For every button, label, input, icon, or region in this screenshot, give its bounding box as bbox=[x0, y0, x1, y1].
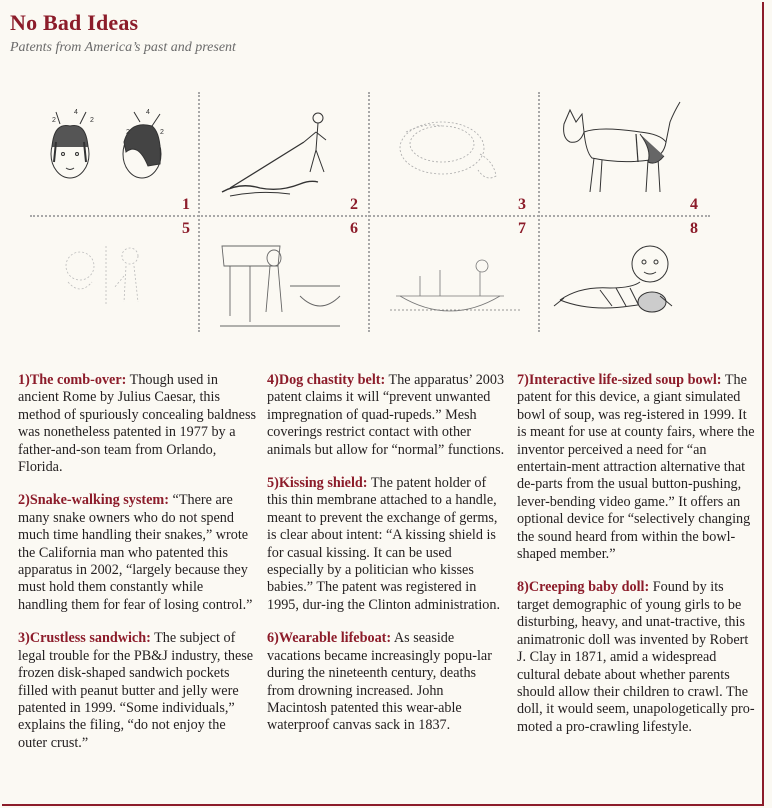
entry-heading: Wearable lifeboat: bbox=[278, 630, 392, 647]
entry-body: “There are many snake owners who do not spend much time handling their snakes,” wrote the California man who patented this apparatus in 2002, “largely because they must hold them constantly while handling them for fear of losing control.” bbox=[18, 492, 253, 613]
dog-chastity-belt-illustration bbox=[540, 92, 710, 210]
entry-number: 7) bbox=[517, 372, 529, 388]
patent-entry-comb-over bbox=[18, 372, 256, 476]
creeping-baby-doll-illustration bbox=[540, 226, 710, 338]
entry-number: 1) bbox=[18, 372, 30, 388]
entry-body: As seaside vacations became increasingly popu-lar during the nineteenth century, deaths from drowning increased. John Macintosh patented this wear-able waterproof canvas sack in 1837. bbox=[267, 630, 492, 734]
kissing-shield-illustration bbox=[30, 226, 198, 338]
patent-entry-kissing-shield bbox=[267, 475, 505, 614]
figure-wearable-lifeboat bbox=[200, 220, 368, 338]
entry-number: 4) bbox=[267, 372, 279, 388]
figure-number: 2 bbox=[350, 196, 358, 213]
text-column-left bbox=[18, 372, 256, 768]
entry-number: 5) bbox=[267, 475, 279, 492]
soup-bowl-illustration bbox=[370, 226, 538, 338]
figure-number: 7 bbox=[518, 220, 526, 237]
patent-illustration-grid bbox=[30, 92, 710, 332]
entry-body: The apparatus’ 2003 patent claims it will “prevent unwanted impregnation of quad-rupeds.” Mesh coverings restrict contact with other animals but allow for “normal” functions. bbox=[267, 372, 505, 458]
entry-body: The patent for this device, a giant simulated bowl of soup, was reg-istered in 1999. It is meant for use at county fairs, where the inventor perceived a need for “an entertain-ment attraction alternative that de-parts from the usual button-pushing, lever-bending video game.” It offers an optional device for “selectively changing the sound heard from within the bowl-shaped member.” bbox=[517, 372, 755, 563]
figure-label: 4 bbox=[146, 109, 150, 116]
text-column-right bbox=[517, 372, 755, 752]
figure-creeping-baby-doll bbox=[540, 220, 708, 338]
entry-heading: Snake-walking system: bbox=[29, 492, 169, 509]
entry-number: 6) bbox=[267, 630, 279, 647]
page-title: No Bad Ideas bbox=[10, 10, 139, 35]
figure-number: 1 bbox=[182, 196, 190, 213]
entry-heading: Creeping baby doll: bbox=[528, 579, 650, 596]
entry-body: The patent holder of this thin membrane attached to a handle, meant to prevent the exchange of germs, is clear about intent: “A kissing shield is for casual kissing. It can be used especially by a politician who kisses babies.” The patent was registered in 1995, dur-ing the Clinton administration. bbox=[267, 475, 500, 613]
entry-body: Though used in ancient Rome by Julius Caesar, this method of spuriously concealing baldness was nonetheless patented in 1977 by a father-and-son team from Orlando, Florida. bbox=[18, 372, 256, 476]
patent-entry-soup-bowl bbox=[517, 372, 755, 563]
patent-entry-wearable-lifeboat bbox=[267, 630, 505, 734]
entry-body: Found by its target demographic of young girls to be disturbing, heavy, and unat-tractive, this animatronic doll was invented by Robert J. Clay in 1871, amid a widespread cultural debate about whether parents should allow their children to crawl. The doll, it would seem, unapologetically pro-moted a pro-crawling lifestyle. bbox=[517, 579, 755, 735]
figure-label: 2 bbox=[52, 117, 56, 124]
figure-number: 3 bbox=[518, 196, 526, 213]
entry-body: The subject of legal trouble for the PB&J industry, these frozen disk-shaped sandwich pockets filled with peanut butter and jelly were patented in 1999. “Some individuals,” explains the filing, “do not enjoy the outer crust.” bbox=[18, 630, 254, 751]
figure-crustless-sandwich bbox=[370, 92, 538, 213]
figure-number: 8 bbox=[690, 220, 698, 237]
text-column-middle bbox=[267, 372, 505, 751]
grid-divider-horizontal bbox=[30, 215, 710, 217]
patent-entry-snake-walking bbox=[18, 492, 256, 614]
comb-over-illustration bbox=[30, 92, 198, 210]
figure-number: 4 bbox=[690, 196, 698, 213]
entry-heading: The comb-over: bbox=[29, 372, 127, 388]
patent-entry-dog-chastity-belt bbox=[267, 372, 505, 459]
entry-heading: Dog chastity belt: bbox=[278, 372, 386, 388]
figure-number: 5 bbox=[182, 220, 190, 237]
patent-entry-creeping-baby-doll bbox=[517, 579, 755, 736]
entry-number: 8) bbox=[517, 579, 529, 596]
entry-heading: Interactive life-sized soup bowl: bbox=[528, 372, 722, 388]
figure-kissing-shield bbox=[30, 220, 198, 338]
figure-number: 6 bbox=[350, 220, 358, 237]
figure-snake-walking bbox=[200, 92, 368, 213]
entry-number: 3) bbox=[18, 630, 30, 647]
figure-label: 2 bbox=[90, 117, 94, 124]
entry-number: 2) bbox=[18, 492, 30, 509]
entry-heading: Crustless sandwich: bbox=[29, 630, 151, 647]
snake-walking-illustration bbox=[200, 92, 368, 210]
entry-heading: Kissing shield: bbox=[278, 475, 368, 492]
figure-label: 2 bbox=[126, 129, 130, 136]
patent-entry-crustless-sandwich bbox=[18, 630, 256, 752]
wearable-lifeboat-illustration bbox=[200, 226, 368, 338]
figure-label: 2 bbox=[160, 129, 164, 136]
figure-dog-chastity-belt bbox=[540, 92, 708, 213]
figure-label: 4 bbox=[74, 109, 78, 116]
figure-soup-bowl bbox=[370, 220, 538, 338]
crustless-sandwich-illustration bbox=[370, 92, 538, 210]
page-subtitle: Patents from America’s past and present bbox=[10, 40, 236, 55]
figure-comb-over bbox=[30, 92, 198, 213]
